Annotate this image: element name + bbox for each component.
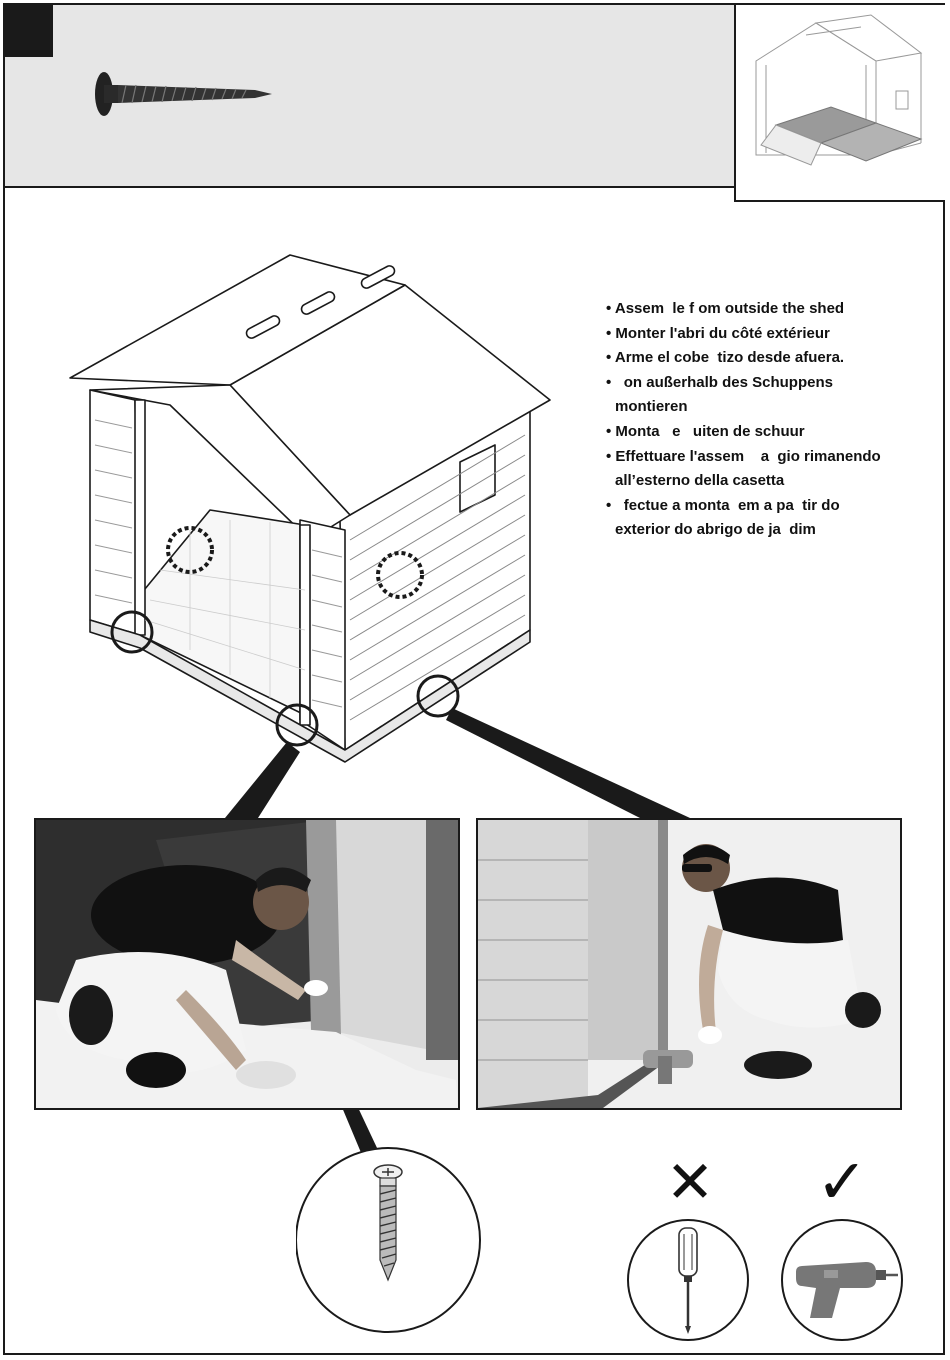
- instruction-line-pt: • fectue a monta em a pa tir do: [606, 496, 840, 514]
- wrong-tool-mark-icon: ✕: [665, 1148, 715, 1216]
- instruction-line-pt-cont: exterior do abrigo de ja dim: [615, 521, 816, 539]
- photo-left-assembly: [34, 818, 460, 1110]
- drill-tool-callout: [780, 1218, 904, 1342]
- instruction-line-it-cont: all’esterno della casetta: [615, 472, 785, 490]
- instruction-line-it: • Effettuare l'assem a gio rimanendo: [606, 447, 881, 465]
- instruction-text: [606, 297, 936, 543]
- photo-right-assembly: [476, 818, 902, 1110]
- instruction-line-fr: • Monter l'abri du côté extérieur: [606, 324, 830, 342]
- instruction-line-en: • Assem le f om outside the shed: [606, 300, 845, 317]
- screwdriver-tool-callout: [626, 1218, 750, 1342]
- instruction-line-nl: • Monta e uiten de schuur: [606, 422, 805, 440]
- correct-tool-mark-icon: ✓: [816, 1145, 868, 1218]
- photo-left-drawing: [36, 820, 458, 1108]
- instruction-line-de-cont: montieren: [615, 398, 688, 416]
- instruction-line-de: • on außerhalb des Schuppens: [606, 373, 833, 391]
- instruction-line-es: • Arme el cobe tizo desde afuera.: [606, 349, 845, 367]
- screw-detail-callout: [296, 1140, 486, 1340]
- photo-right-drawing: [478, 820, 900, 1108]
